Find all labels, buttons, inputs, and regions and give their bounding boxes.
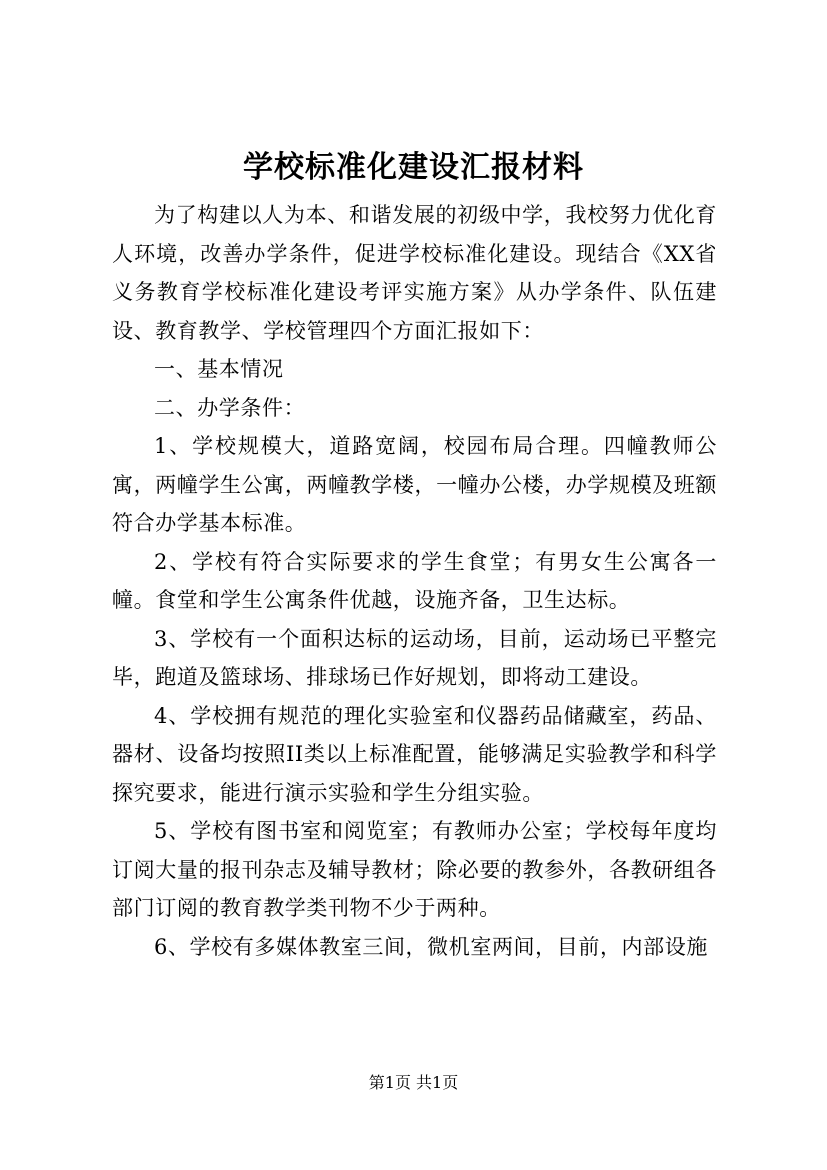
paragraph-intro: 为了构建以人为本、和谐发展的初级中学，我校努力优化育人环境，改善办学条件，促进学校标准化建设。现结合《XX省义务教育学校标准化建设考评实施方案》从办学条件、队伍建设、教育教学、学校管理四个方面汇报如下： <box>112 203 717 343</box>
paragraph-item-1: 1、学校规模大，道路宽阔，校园布局合理。四幢教师公寓，两幢学生公寓，两幢教学楼，一幢办公楼，办学规模及班额符合办学基本标准。 <box>112 434 717 535</box>
document-body <box>112 196 717 966</box>
paragraph-item-4: 4、学校拥有规范的理化实验室和仪器药品储藏室，药品、器材、设备均按照II类以上标准配置，能够满足实验教学和科学探究要求，能进行演示实验和学生分组实验。 <box>112 703 717 805</box>
section-heading-basic-info: 一、基本情况 <box>154 357 284 381</box>
page-footer: 第1页 共1页 <box>368 1073 459 1092</box>
document-title: 学校标准化建设汇报材料 <box>243 150 584 185</box>
section-heading-conditions: 二、办学条件： <box>154 395 306 420</box>
paragraph-item-2: 2、学校有符合实际要求的学生食堂；有男女生公寓各一幢。食堂和学生公寓条件优越，设施齐备，卫生达标。 <box>112 549 717 612</box>
paragraph-item-6: 6、学校有多媒体教室三间，微机室两间，目前，内部设施 <box>154 934 708 959</box>
paragraph-item-5: 5、学校有图书室和阅览室；有教师办公室；学校每年度均订阅大量的报刊杂志及辅导教材；除必要的教参外，各教研组各部门订阅的教育教学类刊物不少于两种。 <box>112 819 717 920</box>
paragraph-item-3: 3、学校有一个面积达标的运动场，目前，运动场已平整完毕，跑道及篮球场、排球场已作好规划，即将动工建设。 <box>112 626 717 689</box>
